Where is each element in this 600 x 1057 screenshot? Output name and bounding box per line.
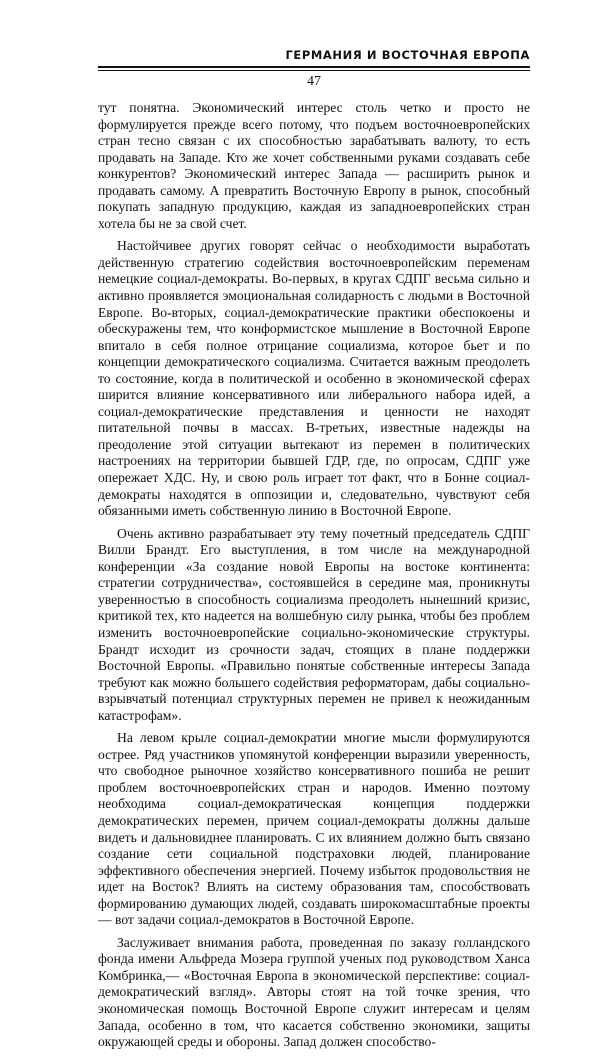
- paragraph: Настойчивее других говорят сейчас о необходимости выработать действенную стратегию содействия восточноевропейским переменам немецкие социал-демократы. Во-первых, в кругах СДПГ весьма сильно и активно проявляется эмоциональная солидарность с людьми в Восточной Европе. Во-вторых, социал-демократические практики обеспокоены и обескуражены тем, что конформистское мышление в Восточной Европе впитало в себя полное отрицание социализма, которое бьет и по концепции демократического социализма. Считается важным преодолеть то состояние, когда в политической и особенно в экономической сферах ширится влияние консервативного или либерального набора идей, а социал-демократические представления и ценности не находят питательной почвы в массах. В-третьих, известные надежды на преодоление этой ситуации вытекают из перемен в политических настроениях на территории бывшей ГДР, где, по опросам, СДПГ уже опережает ХДС. Ну, и свою роль играет тот факт, что в Бонне социал-демократы находятся в оппозиции и, следовательно, чувствуют себя обязанными иметь собственную линию в Восточной Европе.: [98, 238, 530, 519]
- page-number: 47: [307, 74, 321, 89]
- running-title: ГЕРМАНИЯ И ВОСТОЧНАЯ ЕВРОПА: [285, 48, 530, 62]
- paragraph: На левом крыле социал-демократии многие мысли формулируются острее. Ряд участников упомянутой конференции выразили уверенность, что свободное рыночное хозяйство консервативного пошиба не решит проблем восточноевропейских стран и народов. Именно поэтому необходима социал-демократическая концепция поддержки демократических перемен, причем социал-демократы должны дальше видеть и дальновиднее планировать. С их влиянием должно быть связано создание сети социальной подстраховки людей, планирование эффективного обеспечения энергией. Почему избыток продовольствия не идет на Восток? Влиять на систему образования там, способствовать формированию думающих людей, создавать широкомасштабные проекты — вот задачи социал-демократов в Восточной Европе.: [98, 730, 530, 928]
- header-rule-thin: [98, 70, 530, 71]
- header-rule-thick: [98, 66, 530, 68]
- paragraph: Заслуживает внимания работа, проведенная по заказу голландского фонда имени Альфреда Мозера группой ученых под руководством Ханса Комбринка,— «Восточная Европа в экономической перспективе: социал-демократический взгляд». Авторы стоят на той точке зрения, что экономическая помощь Восточной Европе служит интересам и целям Запада, особенно в том, что касается собственно экономики, защиты окружающей среды и обороны. Запад должен способство-: [98, 934, 530, 1050]
- body-text: [98, 100, 530, 1057]
- paragraph-continued: тут понятна. Экономический интерес столь четко и просто не формулируется прежде всего потому, что подъем восточноевропейских стран тесно связан с их способностью зарабатывать валюту, то есть продавать на Западе. Кто же хочет собственными руками создавать себе конкурентов? Экономический интерес Запада — расширить рынок и продавать самому. А превратить Восточную Европу в рынок, способный покупать западную продукцию, каждая из западноевропейских стран хотела бы не за свой счет.: [98, 100, 530, 231]
- paragraph: Очень активно разрабатывает эту тему почетный председатель СДПГ Вилли Брандт. Его выступления, в том числе на международной конференции «За создание новой Европы на востоке континента: стратегии сотрудничества», состоявшейся в середине мая, проникнуты уверенностью в способность социализма преодолеть нынешний кризис, критикой тех, кто надеется на волшебную силу рынка, чтобы без проблем изменить восточноевропейские социально-экономические структуры. Брандт исходит из срочности задач, стоящих в плане поддержки Восточной Европы. «Правильно понятые собственные интересы Запада требуют как можно большего содействия реформаторам, дабы социально-взрывчатый потенциал структурных перемен не привел к неожиданным катастрофам».: [98, 525, 530, 723]
